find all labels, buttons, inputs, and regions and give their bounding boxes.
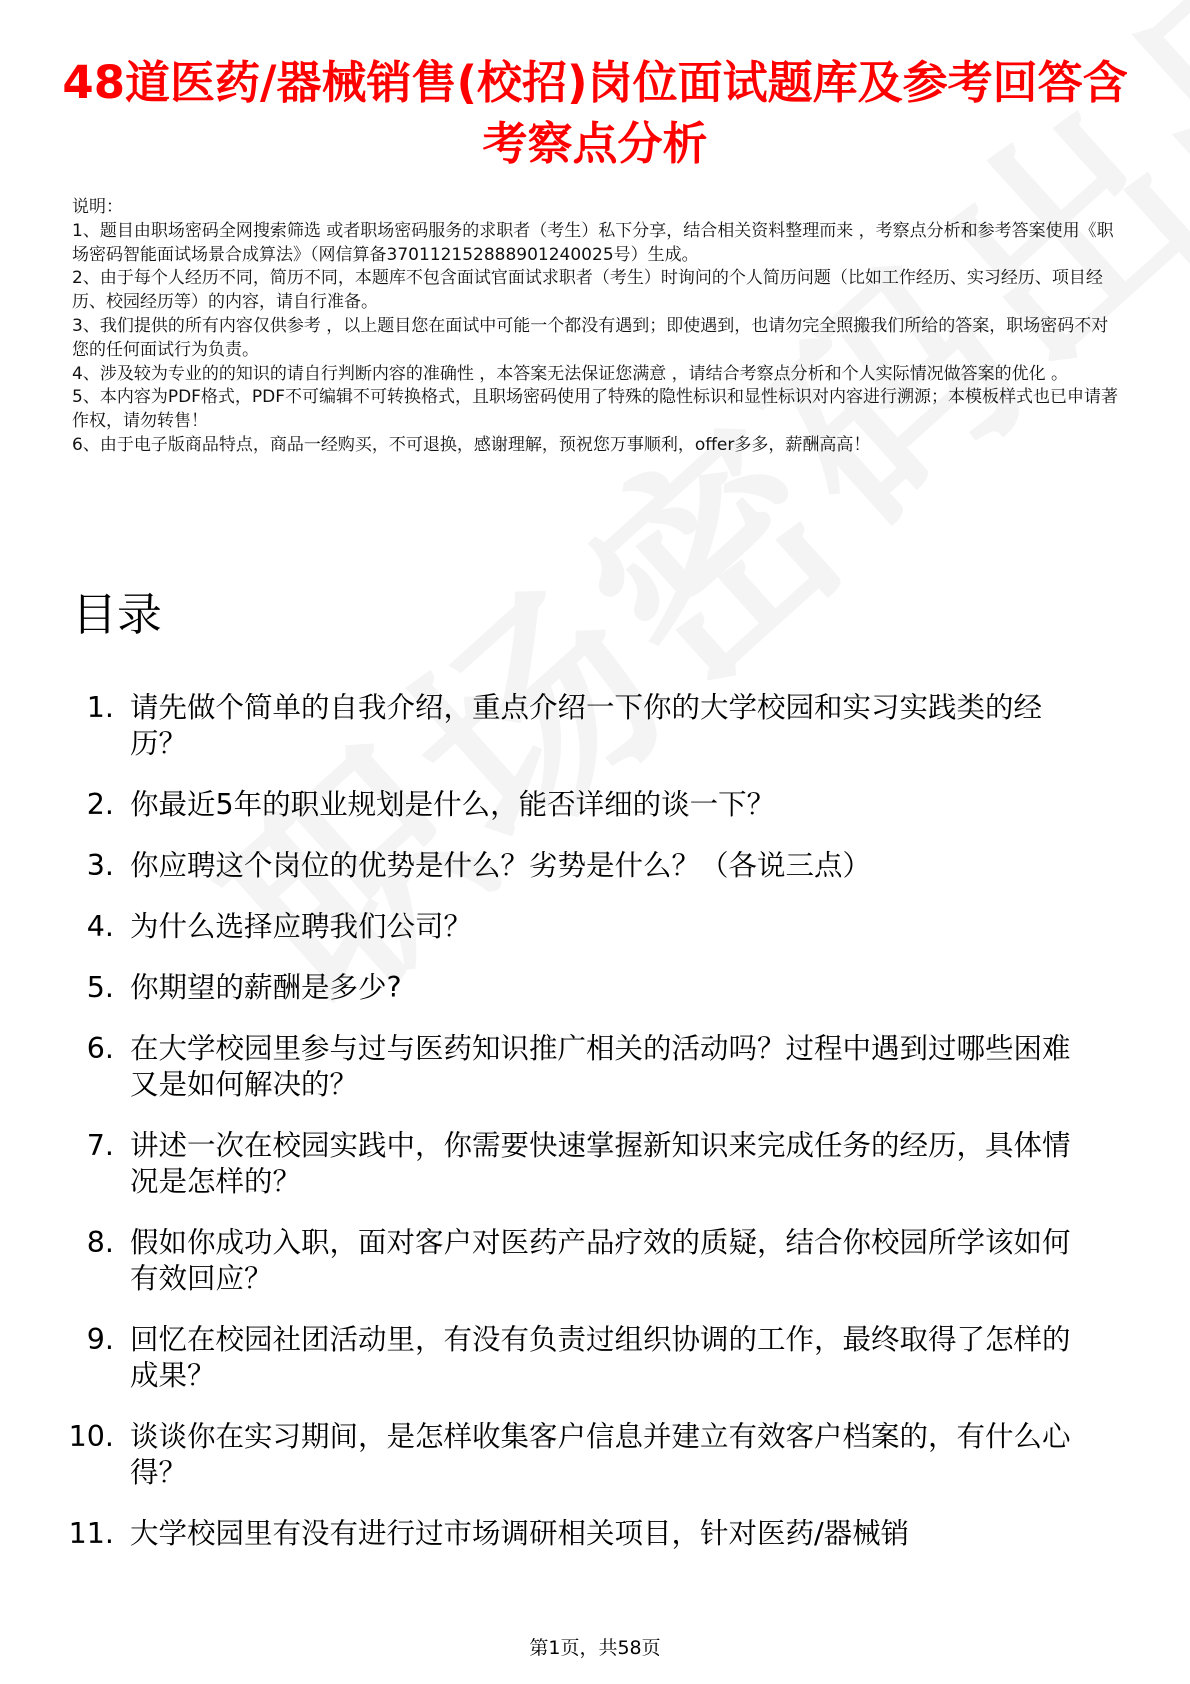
toc-item-text[interactable]: 讲述一次在校园实践中，你需要快速掌握新知识来完成任务的经历，具体情况是怎样的？ xyxy=(130,1129,1071,1198)
toc-item-number: 3. xyxy=(86,849,114,882)
note-item: 1、题目由职场密码全网搜索筛选 或者职场密码服务的求职者（考生）私下分享，结合相关资料整理而来 ，考察点分析和参考答案使用《职场密码智能面试场景合成算法》（网信算备370112152888901240025号）生成。 xyxy=(72,220,1114,265)
toc-item-text[interactable]: 在大学校园里参与过与医药知识推广相关的活动吗？过程中遇到过哪些困难又是如何解决的？ xyxy=(130,1032,1071,1101)
toc-item[interactable] xyxy=(60,909,1120,945)
toc-item-text[interactable]: 你期望的薪酬是多少? xyxy=(130,971,402,1004)
toc-item-text[interactable]: 谈谈你在实习期间，是怎样收集客户信息并建立有效客户档案的，有什么心得？ xyxy=(130,1420,1071,1489)
toc-item[interactable] xyxy=(60,970,1120,1006)
note-item: 3、我们提供的所有内容仅供参考 ，以上题目您在面试中可能一个都没有遇到；即使遇到，也请勿完全照搬我们所给的答案，职场密码不对您的任何面试行为负责。 xyxy=(72,315,1109,360)
toc-item-number: 6. xyxy=(86,1032,114,1065)
document-title: 48道医药/器械销售(校招)岗位面试题库及参考回答含考察点分析 xyxy=(62,56,1128,170)
toc-heading: 目录 xyxy=(72,588,163,641)
note-item: 6、由于电子版商品特点，商品一经购买，不可退换，感谢理解，预祝您万事顺利，offer多多，薪酬高高！ xyxy=(72,434,871,455)
note-item: 2、由于每个人经历不同，简历不同，本题库不包含面试官面试求职者（考生）时询问的个人简历问题（比如工作经历、实习经历、项目经历、校园经历等）的内容，请自行准备。 xyxy=(72,268,1103,313)
toc-item[interactable] xyxy=(60,1322,1120,1394)
toc-item-text[interactable]: 你最近5年的职业规划是什么，能否详细的谈一下？ xyxy=(130,788,776,821)
toc-item-number: 8. xyxy=(86,1226,114,1259)
notes-section xyxy=(72,196,1120,458)
toc-list xyxy=(60,690,1120,1577)
toc-item-text[interactable]: 请先做个简单的自我介绍，重点介绍一下你的大学校园和实习实践类的经历？ xyxy=(130,691,1043,760)
toc-item[interactable] xyxy=(60,1225,1120,1297)
toc-item-number: 7. xyxy=(86,1129,114,1162)
page-number: 第1页，共58页 xyxy=(529,1637,661,1659)
toc-item-text[interactable]: 大学校园里有没有进行过市场调研相关项目，针对医药/器械销 xyxy=(130,1517,910,1550)
toc-item-number: 5. xyxy=(86,971,114,1004)
note-item: 4、涉及较为专业的的知识的请自行判断内容的准确性 ，本答案无法保证您满意 ，请结合考察点分析和个人实际情况做答案的优化 。 xyxy=(72,363,1069,384)
toc-item-text[interactable]: 你应聘这个岗位的优势是什么？劣势是什么？（各说三点） xyxy=(130,849,872,882)
toc-item[interactable] xyxy=(60,690,1120,762)
toc-item-number: 11. xyxy=(68,1517,114,1550)
toc-item-number: 1. xyxy=(86,691,114,724)
toc-item-number: 10. xyxy=(68,1420,114,1453)
notes-heading: 说明： xyxy=(72,197,123,217)
toc-item-text[interactable]: 回忆在校园社团活动里，有没有负责过组织协调的工作，最终取得了怎样的成果？ xyxy=(130,1323,1071,1392)
toc-item[interactable] xyxy=(60,787,1120,823)
toc-item-number: 2. xyxy=(86,788,114,821)
toc-item-number: 9. xyxy=(86,1323,114,1356)
toc-item[interactable] xyxy=(60,1031,1120,1103)
toc-item-number: 4. xyxy=(86,910,114,943)
toc-item[interactable] xyxy=(60,848,1120,884)
toc-item[interactable] xyxy=(60,1128,1120,1200)
toc-item[interactable] xyxy=(60,1516,1120,1552)
toc-item-text[interactable]: 为什么选择应聘我们公司？ xyxy=(130,910,473,943)
note-item: 5、本内容为PDF格式，PDF不可编辑不可转换格式，且职场密码使用了特殊的隐性标识和显性标识对内容进行溯源；本模板样式也已申请著作权，请勿转售！ xyxy=(72,387,1119,432)
toc-item-text[interactable]: 假如你成功入职，面对客户对医药产品疗效的质疑，结合你校园所学该如何有效回应？ xyxy=(130,1226,1071,1295)
toc-item[interactable] xyxy=(60,1419,1120,1491)
